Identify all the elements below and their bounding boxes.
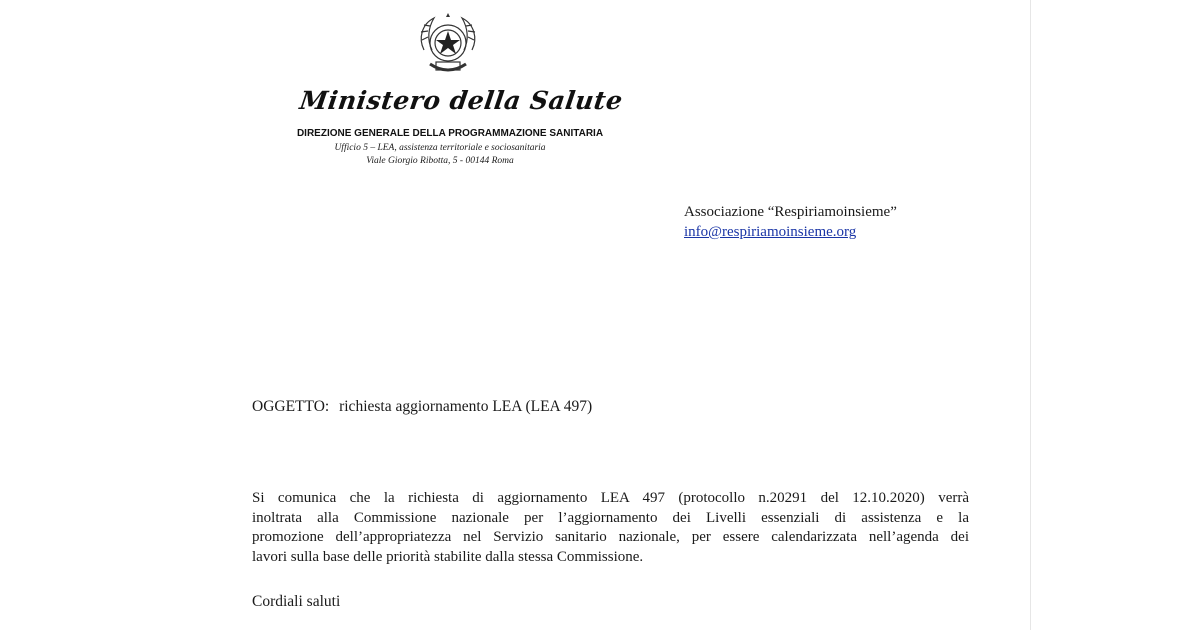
recipient-email-link[interactable]: info@respiriamoinsieme.org	[684, 224, 857, 240]
address-line: Viale Giorgio Ribotta, 5 - 00144 Roma	[366, 156, 514, 166]
subject-label: OGGETTO:	[252, 398, 330, 415]
subject-line	[252, 398, 592, 416]
body-line: promozione dell’appropriatezza nel Servizio sanitario nazionale, per essere calendarizzata nell’agenda dei	[252, 529, 969, 545]
italian-republic-emblem-icon	[414, 10, 482, 80]
body-line: lavori sulla base delle priorità stabilite dalla stessa Commissione.	[252, 548, 644, 565]
ministry-logotype: Ministero della Salute	[297, 86, 625, 115]
subject-text: richiesta aggiornamento LEA (LEA 497)	[339, 398, 593, 415]
body-line: Si comunica che la richiesta di aggiornamento LEA 497 (protocollo n.20291 del 12.10.2020) verrà	[252, 490, 969, 506]
letter-body	[252, 489, 969, 567]
body-line: inoltrata alla Commissione nazionale per l’aggiornamento dei Livelli essenziali di assistenza e la	[252, 509, 969, 526]
directorate-heading: DIREZIONE GENERALE DELLA PROGRAMMAZIONE SANITARIA	[296, 128, 604, 139]
recipient-name: Associazione “Respiriamoinsieme”	[684, 204, 897, 220]
office-line: Ufficio 5 – LEA, assistenza territoriale e sociosanitaria	[334, 143, 546, 153]
page-edge-divider	[1030, 0, 1031, 630]
closing-salutation: Cordiali saluti	[252, 593, 341, 610]
